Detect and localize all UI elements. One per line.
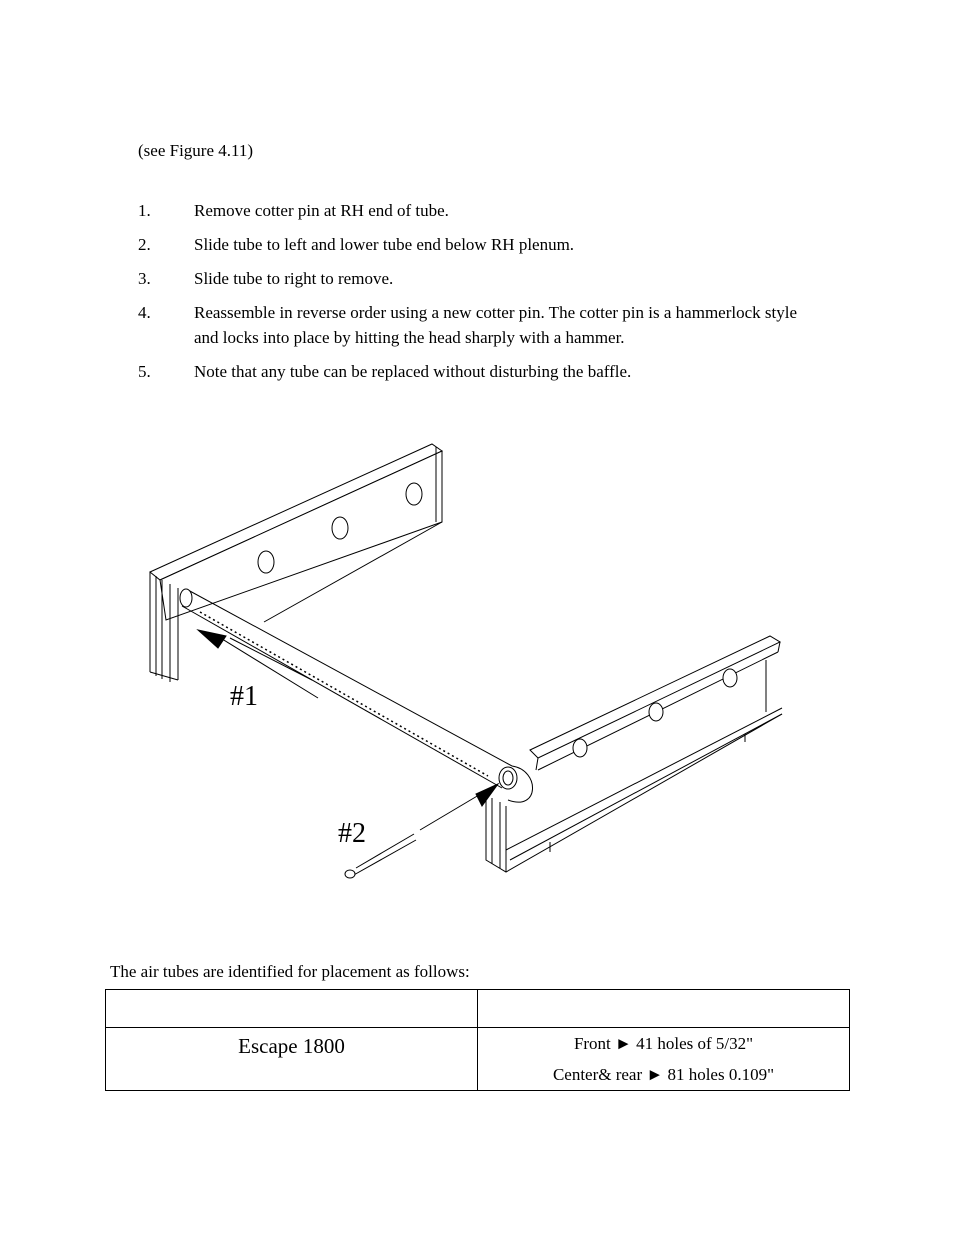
right-plenum [486,636,782,872]
air-tube-drawing [140,432,800,902]
callout-2: #2 [338,818,366,849]
step-number: 3. [138,269,151,288]
step-text-line: Reassemble in reverse order using a new cotter pin. The cotter pin is a hammerlock style [194,303,797,322]
table-row [106,1028,850,1091]
spec-center-rear: Center& rear ► 81 holes 0.109" [552,1065,775,1084]
arrow-1 [198,630,318,698]
header-cell-specs [478,990,850,1028]
spec-front: Front ► 41 holes of 5/32" [573,1034,754,1053]
step-text: Note that any tube can be replaced without disturbing the baffle. [194,362,632,381]
step-text: Slide tube to left and lower tube end below RH plenum. [194,235,575,254]
step-number: 4. [138,303,151,322]
callout-1: #1 [230,681,258,712]
table-header-row [106,990,850,1028]
table-caption: The air tubes are identified for placement as follows: [110,962,470,981]
step-4 [138,300,858,350]
step-2 [138,232,858,257]
header-cell-model [106,990,478,1028]
step-3 [138,266,858,291]
model-cell: Escape 1800 [106,1028,478,1091]
step-number: 5. [138,362,151,381]
step-1 [138,198,858,223]
step-number: 2. [138,235,151,254]
step-text: Remove cotter pin at RH end of tube. [194,201,449,220]
spec-cell [478,1028,850,1091]
figure-reference: (see Figure 4.11) [138,141,254,160]
procedure-steps [138,198,858,393]
step-text-line: and locks into place by hitting the head sharply with a hammer. [194,328,625,347]
air-tube-table [105,989,850,1091]
step-number: 1. [138,201,151,220]
step-5 [138,359,858,384]
air-tube-diagram [140,432,800,902]
step-text: Slide tube to right to remove. [194,269,394,288]
left-plenum [150,444,442,682]
